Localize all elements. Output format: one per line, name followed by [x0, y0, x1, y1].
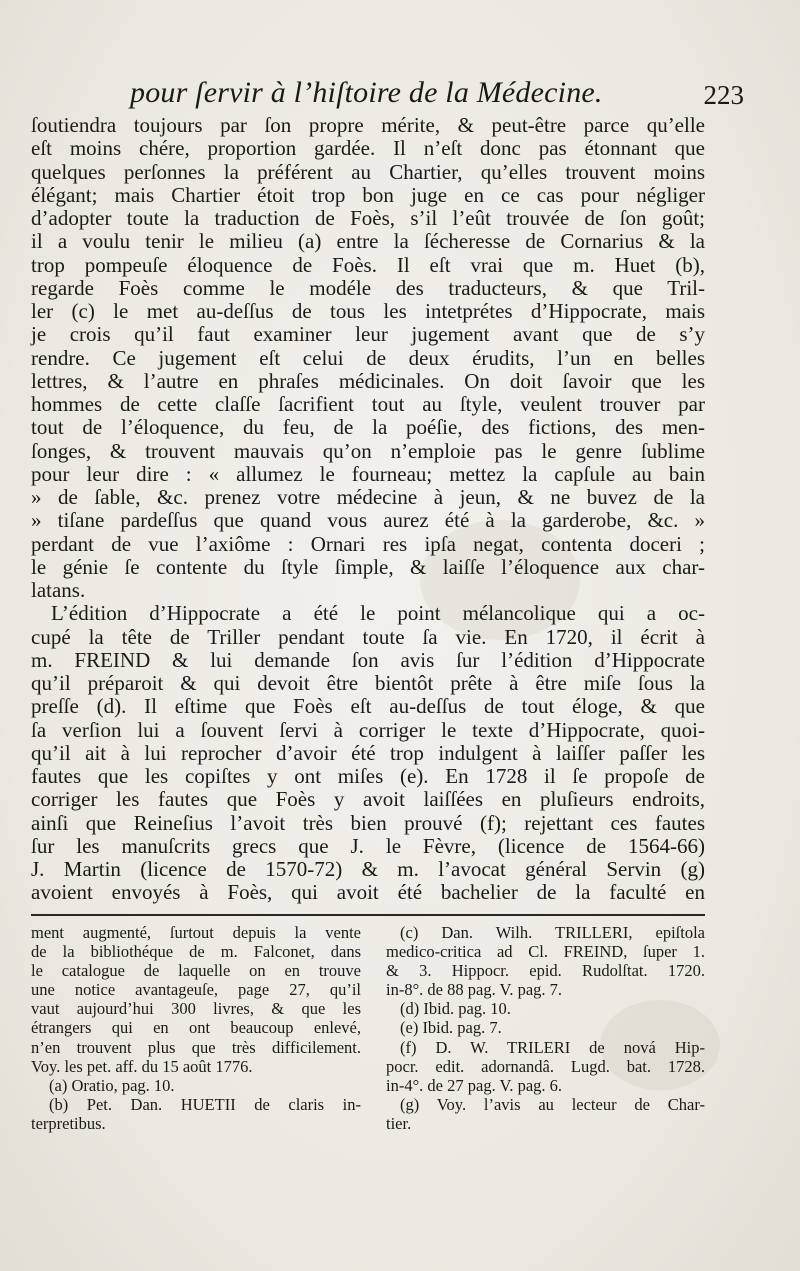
footnote-line: vaut aujourd’hui 300 livres, & que les [31, 999, 361, 1019]
footnote-line: medico-critica ad Cl. FREIND, ſuper 1. [386, 942, 705, 962]
footnote-line: (g) Voy. l’avis au lecteur de Char- [400, 1094, 705, 1114]
text-line: ainſi que Reineſius l’avoit très bien prouvé (f); rejettant ces fautes [31, 810, 705, 835]
text-line: avoient envoyés à Foès, qui avoit été bachelier de la faculté en [31, 880, 705, 905]
text-line: tout de l’éloquence, du feu, de la poéſie, des fictions, des men- [31, 415, 705, 440]
text-line: pour leur dire : « allumez le fourneau; mettez la capſule au bain [31, 461, 705, 486]
text-line: le génie ſe contente du ſtyle ſimple, & laiſſe l’éloquence aux char- [31, 554, 705, 579]
footnote-line: (b) Pet. Dan. HUETII de claris in- [49, 1094, 361, 1114]
text-line: regarde Foès comme le modéle des traducteurs, & que Tril- [31, 275, 705, 300]
text-line: eſt moins chére, proportion gardée. Il n’eſt donc pas étonnant que [31, 136, 705, 161]
text-line: d’adopter toute la traduction de Foès, s’il l’eût trouvée de ſon goût; [31, 206, 705, 230]
text-line: fautes que les copiſtes y ont miſes (e). En 1728 il ſe propoſe de [31, 764, 705, 788]
footnote-separator [31, 914, 705, 916]
footnote-line: de la bibliothéque de m. Falconet, dans [31, 942, 361, 962]
text-line: ſonges, & trouvent mauvais qu’on n’emploie pas le genre ſublime [31, 438, 705, 463]
text-line: » tiſane pardeſſus que quand vous aurez été à la garderobe, &c. » [31, 508, 705, 533]
text-line: lettres, & l’autre en phraſes médicinales. On doit ſavoir que les [31, 368, 705, 393]
text-line: preſſe (d). Il eſtime que Foès eſt au-deſſus de tout éloge, & que [31, 694, 705, 719]
text-line: L’édition d’Hippocrate a été le point mélancolique qui a oc- [51, 601, 705, 626]
footnote-line: Voy. les pet. aff. du 15 août 1776. [31, 1056, 253, 1076]
footnote-line: (a) Oratio, pag. 10. [49, 1075, 175, 1095]
page-header [40, 74, 744, 118]
footnote-line: étrangers qui en ont beaucoup enlevé, [31, 1018, 361, 1038]
text-line: J. Martin (licence de 1570-72) & m. l’avocat général Servin (g) [31, 857, 705, 881]
text-line: » de ſable, &c. prenez votre médecine à jeun, & ne buvez de la [31, 485, 705, 509]
footnote-line: (c) Dan. Wilh. TRILLERI, epiſtola [400, 923, 705, 942]
text-line: corriger les fautes que Foès y avoit laiſſées en pluſieurs endroits, [31, 787, 705, 812]
footnote-line: (e) Ibid. pag. 7. [400, 1018, 502, 1038]
footnote-line: & 3. Hippocr. epid. Rudolſtat. 1720. [386, 961, 705, 981]
footnote-line: tier. [386, 1113, 412, 1133]
footnote-line: n’en trouvent plus que très difficilement. [31, 1037, 361, 1057]
footnote-line: terpretibus. [31, 1113, 106, 1133]
text-line: élégant; mais Chartier étoit trop bon juge en ce cas pour négliger [31, 182, 705, 207]
text-line: trop pompeuſe éloquence de Foès. Il eſt vrai que m. Huet (b), [31, 252, 705, 277]
footnote-line: pocr. edit. adornandâ. Lugd. bat. 1728. [386, 1056, 705, 1076]
text-line: latans. [31, 578, 86, 602]
text-line: cupé la tête de Triller pendant toute ſa vie. En 1720, il écrit à [31, 624, 705, 649]
page-number: 223 [703, 80, 744, 110]
text-line: ſoutiendra toujours par ſon propre mérite, & peut-être parce qu’elle [31, 113, 705, 137]
text-line: rendre. Ce jugement eſt celui de deux érudits, l’un en belles [31, 345, 705, 370]
text-line: quelques perſonnes la préférent au Chartier, qu’elles trouvent moins [31, 159, 705, 184]
footnote-line: une notice avantageuſe, page 27, qu’il [31, 980, 361, 1000]
running-title: pour ſervir à l’hiſtoire de la Médecine. [130, 76, 603, 109]
text-line: il a voulu tenir le milieu (a) entre la ſécheresse de Cornarius & la [31, 229, 705, 254]
main-text [31, 114, 705, 905]
footnote-line: le catalogue de laquelle on en trouve [31, 961, 361, 981]
footnote-line: in-4°. de 27 pag. V. pag. 6. [386, 1075, 563, 1095]
footnote-line: ment augmenté, ſurtout depuis la vente [31, 923, 361, 942]
footnote-line: (f) D. W. TRILERI de nová Hip- [400, 1037, 705, 1057]
footnotes-right-column [386, 923, 705, 1133]
text-line: qu’il ait à lui reprocher d’avoir été trop indulgent à laiſſer paſſer les [31, 740, 705, 765]
footnote-line: in-8°. de 88 pag. V. pag. 7. [386, 980, 563, 1000]
text-line: qu’il préparoit & qui devoit être bientôt prête à être miſe ſous la [31, 671, 705, 695]
text-line: m. FREIND & lui demande ſon avis ſur l’édition d’Hippocrate [31, 647, 705, 672]
text-line: ler (c) le met au-deſſus de tous les intetprétes d’Hippocrate, mais [31, 299, 705, 323]
footnote-line: (d) Ibid. pag. 10. [400, 999, 511, 1019]
text-line: je crois qu’il faut examiner leur jugement avant que de s’y [31, 322, 705, 347]
text-line: perdant de vue l’axiôme : Ornari res ipſa negat, contenta doceri ; [31, 531, 705, 556]
text-line: ſa verſion lui a ſouvent ſervi à corriger le texte d’Hippocrate, quoi- [31, 717, 705, 742]
text-line: ſur les manuſcrits grecs que J. le Fèvre, (licence de 1564-66) [31, 833, 705, 858]
text-line: hommes de cette claſſe ſacrifient tout au ſtyle, veulent trouver par [31, 392, 705, 416]
footnotes-left-column [31, 923, 361, 1133]
